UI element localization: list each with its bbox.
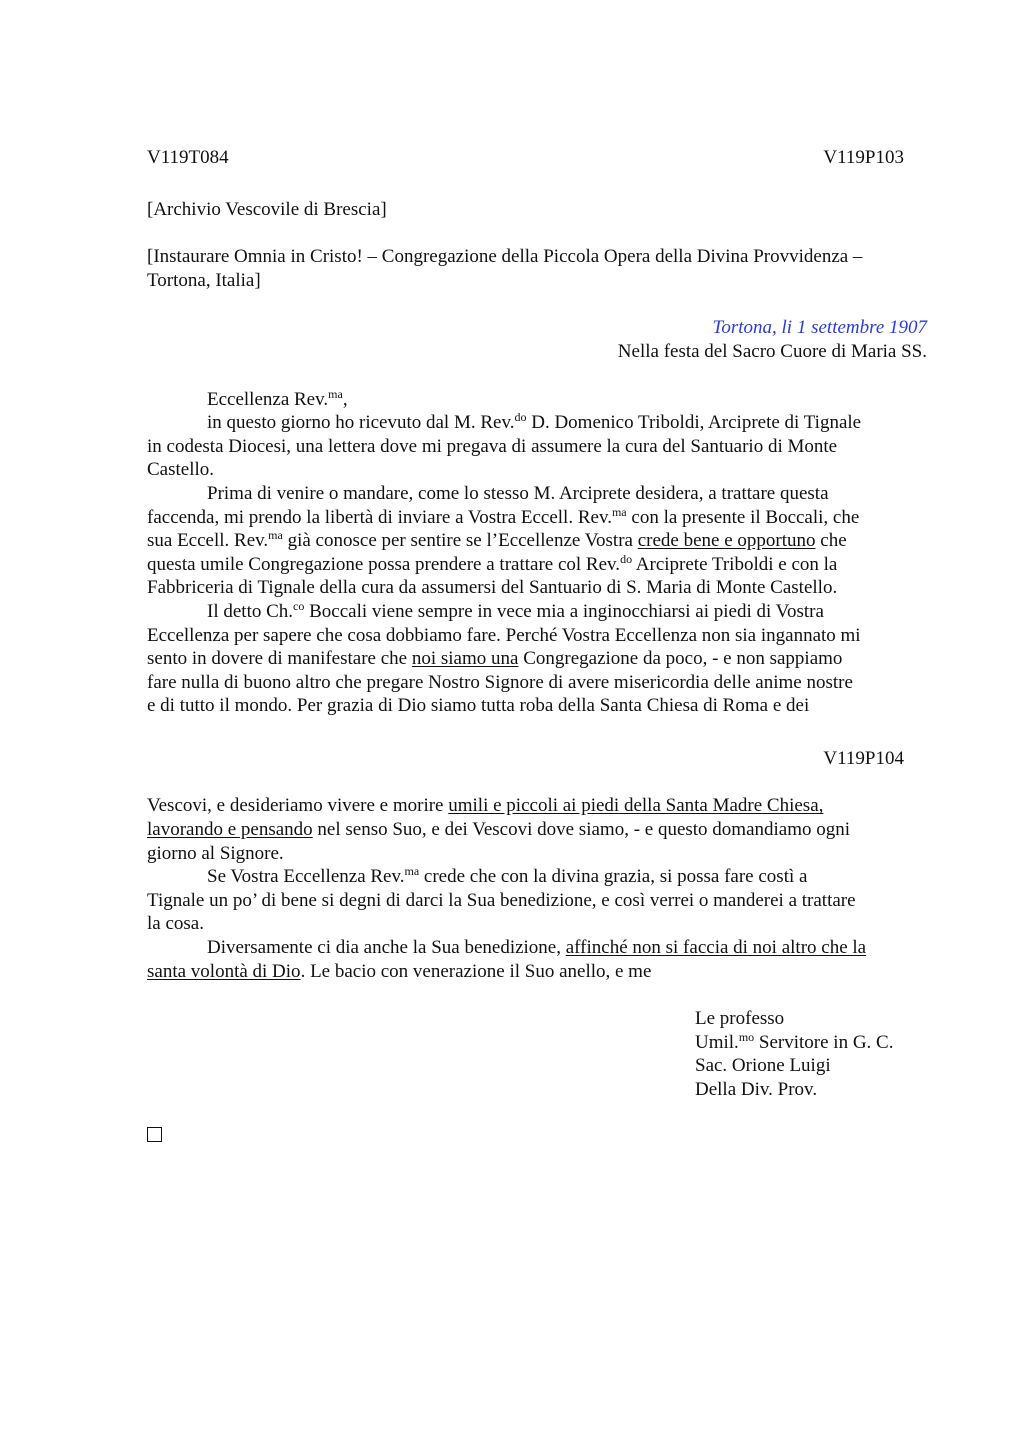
- paragraph-line: fare nulla di buono altro che pregare Nostro Signore di avere misericordia delle anime nostre: [147, 671, 853, 693]
- underlined-phrase: affinché non si faccia di noi altro che la: [565, 937, 867, 959]
- document-code-right: V119P103: [823, 147, 904, 168]
- underlined-phrase: umili e piccoli ai piedi della Santa Madre Chiesa,: [448, 795, 824, 817]
- underlined-phrase: noi siamo una: [411, 648, 519, 670]
- page-marker: V119P104: [823, 747, 904, 769]
- paragraph-line: Tignale un po’ di bene si degni di darci la Sua benedizione, e così verrei o manderei a trattare: [147, 889, 856, 911]
- letterhead: [147, 245, 927, 292]
- signature-line: Sac. Orione Luigi: [695, 1055, 831, 1077]
- salutation: Eccellenza Rev.$^{ma}$,: [207, 386, 348, 410]
- archive-source: [Archivio Vescovile di Brescia]: [147, 198, 387, 220]
- paragraph-line: in questo giorno ho ricevuto dal M. Rev.$^{do}$ D. Domenico Triboldi, Arciprete di Tignale: [207, 410, 862, 434]
- paragraph-line: lavorando e pensando nel senso Suo, e dei Vescovi dove siamo, - e questo domandiamo ogni: [147, 819, 851, 841]
- paragraph-line: Vescovi, e desideriamo vivere e morire umili e piccoli ai piedi della Santa Madre Chiesa,: [147, 795, 824, 817]
- paragraph-line: Castello.: [147, 459, 215, 481]
- letterhead-line: [Instaurare Omnia in Cristo! – Congregazione della Piccola Opera della Divina Provvidenza –: [147, 246, 863, 268]
- paragraph-line: Se Vostra Eccellenza Rev.$^{ma}$ crede che con la divina grazia, si possa fare costì a: [207, 864, 808, 888]
- paragraph-line: Eccellenza per sapere che cosa dobbiamo fare. Perché Vostra Eccellenza non sia ingannato mi: [147, 624, 861, 646]
- underlined-phrase: lavorando e pensando: [147, 819, 313, 841]
- paragraph-line: sento in dovere di manifestare che noi siamo una Congregazione da poco, - e non sappiamo: [147, 648, 843, 670]
- letter-body-continued: [147, 794, 927, 983]
- document-code-left: V119T084: [147, 147, 229, 168]
- signature-block: [147, 1007, 927, 1101]
- paragraph-line: santa volontà di Dio. Le bacio con venerazione il Suo anello, e me: [147, 960, 652, 982]
- document-codes: [147, 146, 927, 170]
- paragraph-line: Fabbriceria di Tignale della cura da assumersi del Santuario di S. Maria di Monte Castello.: [147, 577, 838, 599]
- paragraph-line: Prima di venire o mandare, come lo stesso M. Arciprete desidera, a trattare questa: [207, 482, 829, 504]
- dateline: [147, 316, 927, 363]
- paragraph-line: Diversamente ci dia anche la Sua benedizione, affinché non si faccia di noi altro che la: [207, 937, 867, 959]
- underlined-phrase: santa volontà di Dio: [147, 960, 301, 982]
- paragraph-line: giorno al Signore.: [147, 842, 284, 864]
- letter-body: [147, 388, 927, 718]
- paragraph-line: faccenda, mi prendo la libertà di inviare a Vostra Eccell. Rev.$^{ma}$ con la presente il Boccali, che: [147, 504, 860, 528]
- paragraph-line: la cosa.: [147, 913, 204, 935]
- letter-page: [147, 146, 927, 1102]
- letter-date: Tortona, li 1 settembre 1907: [712, 317, 927, 339]
- signature-line: Le professo: [695, 1008, 785, 1030]
- page-marker-row: [147, 747, 927, 771]
- letterhead-line: Tortona, Italia]: [147, 269, 261, 291]
- paragraph-line: questa umile Congregazione possa prendere a trattare col Rev.$^{do}$ Arciprete Triboldi e con la: [147, 551, 838, 575]
- paragraph-line: in codesta Diocesi, una lettera dove mi pregava di assumere la cura del Santuario di Monte: [147, 435, 838, 457]
- feast-day: Nella festa del Sacro Cuore di Maria SS.: [617, 340, 927, 362]
- paragraph-line: sua Eccell. Rev.$^{ma}$ già conosce per sentire se l’Eccellenze Vostra crede bene e opportuno che: [147, 528, 847, 552]
- paragraph-line: e di tutto il mondo. Per grazia di Dio siamo tutta roba della Santa Chiesa di Roma e dei: [147, 695, 810, 717]
- paragraph-line: Il detto Ch.$^{co}$ Boccali viene sempre in vece mia a inginocchiarsi ai piedi di Vostra: [207, 598, 824, 622]
- end-marker-box: [147, 1127, 162, 1142]
- signature-line: Della Div. Prov.: [695, 1079, 818, 1100]
- signature-line: Umil.$^{mo}$ Servitore in G. C.: [695, 1029, 894, 1053]
- underlined-phrase: crede bene e opportuno: [637, 530, 816, 552]
